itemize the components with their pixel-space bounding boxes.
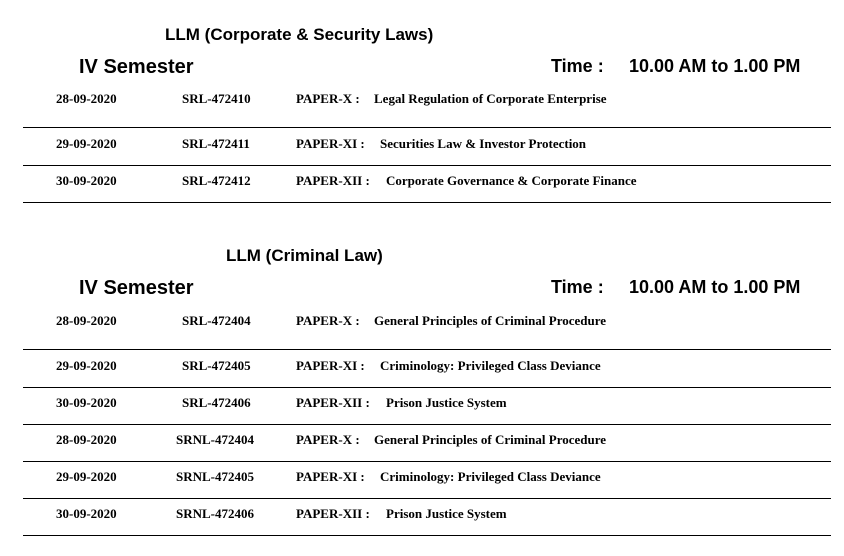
exam-date: 28-09-2020 xyxy=(56,313,117,328)
paper-number: PAPER-XI : xyxy=(296,136,365,151)
paper-code: SRL-472411 xyxy=(182,136,250,151)
paper-subject: General Principles of Criminal Procedure xyxy=(374,432,607,447)
exam-date: 28-09-2020 xyxy=(56,432,117,447)
paper-code: SRNL-472404 xyxy=(176,432,255,447)
paper-number: PAPER-XI : xyxy=(296,469,365,484)
exam-date: 30-09-2020 xyxy=(56,173,117,188)
table-row xyxy=(23,165,831,203)
paper-number: PAPER-X : xyxy=(296,91,360,106)
time-label: Time : xyxy=(551,277,604,297)
paper-code: SRL-472405 xyxy=(182,358,251,373)
paper-subject: Criminology: Privileged Class Deviance xyxy=(380,358,601,373)
paper-subject: Criminology: Privileged Class Deviance xyxy=(380,469,601,484)
paper-number: PAPER-XII : xyxy=(296,173,370,188)
exam-date: 28-09-2020 xyxy=(56,91,117,106)
table-row xyxy=(23,461,831,499)
paper-code: SRNL-472405 xyxy=(176,469,255,484)
paper-code: SRL-472404 xyxy=(182,313,251,328)
table-row xyxy=(23,498,831,536)
paper-code: SRL-472410 xyxy=(182,91,251,106)
semester-label: IV Semester xyxy=(79,277,194,299)
paper-code: SRL-472406 xyxy=(182,395,251,410)
table-row xyxy=(23,83,831,128)
exam-date: 30-09-2020 xyxy=(56,395,117,410)
paper-subject: Legal Regulation of Corporate Enterprise xyxy=(374,91,607,106)
paper-code: SRL-472412 xyxy=(182,173,251,188)
table-row xyxy=(23,387,831,425)
time-label: Time : xyxy=(551,56,604,76)
time-value: 10.00 AM to 1.00 PM xyxy=(629,56,801,76)
exam-date: 29-09-2020 xyxy=(56,469,117,484)
exam-date: 30-09-2020 xyxy=(56,506,117,521)
exam-date: 29-09-2020 xyxy=(56,358,117,373)
table-row xyxy=(23,424,831,462)
paper-subject: Corporate Governance & Corporate Finance xyxy=(386,173,637,188)
paper-subject: Prison Justice System xyxy=(386,395,507,410)
table-row xyxy=(23,128,831,166)
paper-subject: Securities Law & Investor Protection xyxy=(380,136,587,151)
paper-subject: General Principles of Criminal Procedure xyxy=(374,313,607,328)
programme-title: LLM (Criminal Law) xyxy=(226,246,383,265)
table-row xyxy=(23,350,831,388)
paper-number: PAPER-X : xyxy=(296,313,360,328)
paper-code: SRNL-472406 xyxy=(176,506,255,521)
paper-subject: Prison Justice System xyxy=(386,506,507,521)
table-row xyxy=(23,304,831,350)
time-value: 10.00 AM to 1.00 PM xyxy=(629,277,801,297)
paper-number: PAPER-XII : xyxy=(296,395,370,410)
paper-number: PAPER-XII : xyxy=(296,506,370,521)
paper-number: PAPER-XI : xyxy=(296,358,365,373)
paper-number: PAPER-X : xyxy=(296,432,360,447)
programme-title: LLM (Corporate & Security Laws) xyxy=(165,25,434,44)
exam-date: 29-09-2020 xyxy=(56,136,117,151)
semester-label: IV Semester xyxy=(79,56,194,78)
